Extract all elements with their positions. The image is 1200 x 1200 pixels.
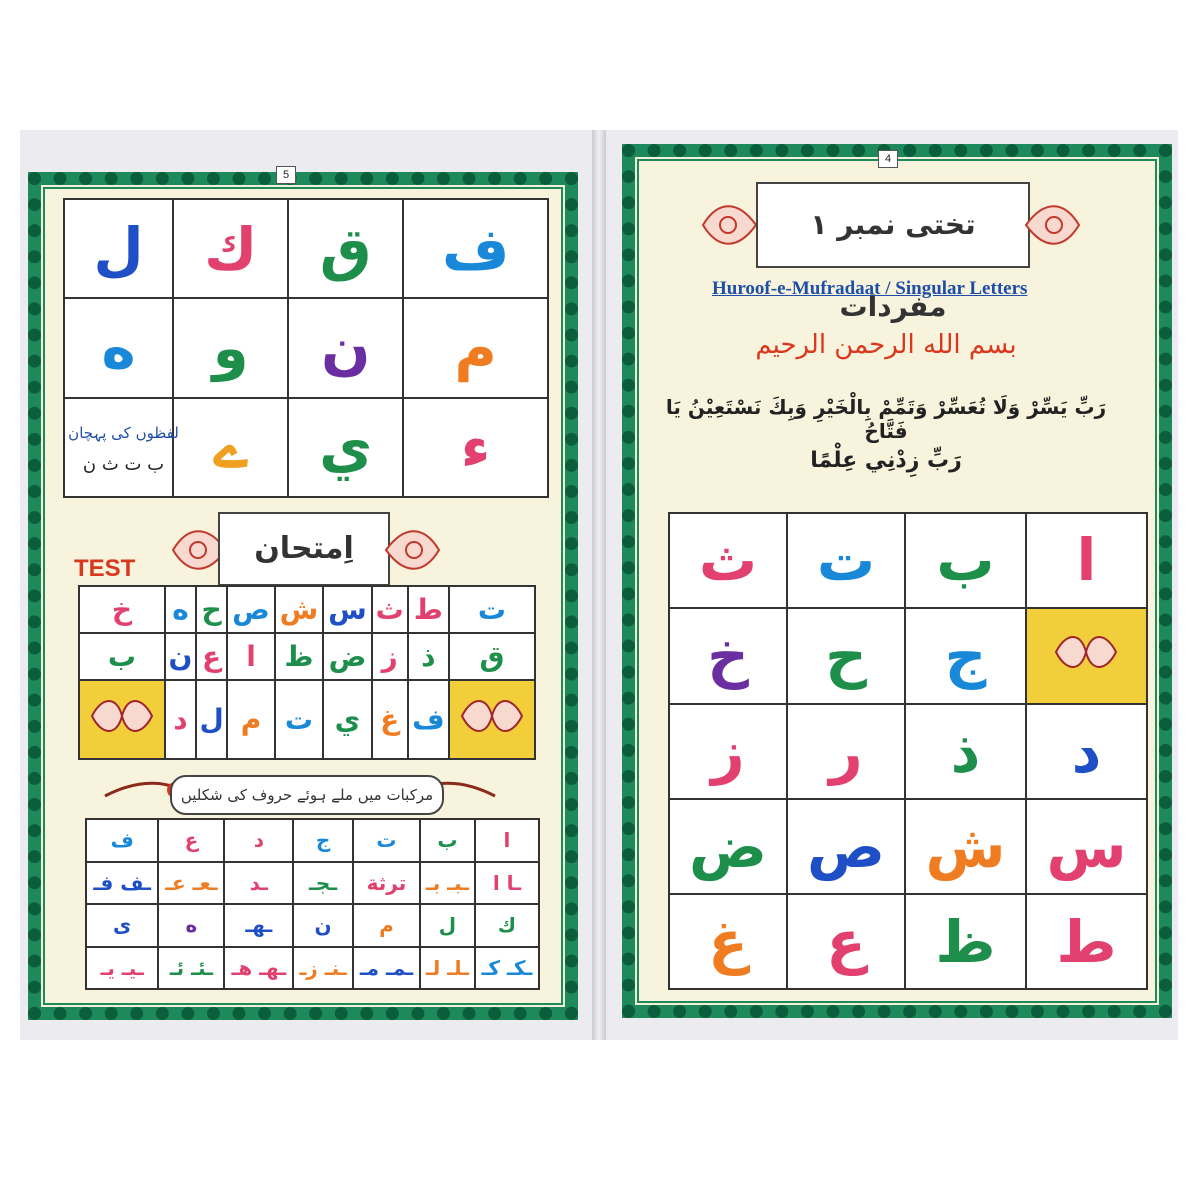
grid-row [669, 894, 1147, 989]
letter-cell: ا [1026, 513, 1147, 608]
word-box-letters: ب ت ث ن [82, 454, 165, 475]
letter-cell: ه [165, 586, 196, 633]
ornament-right-icon [1024, 190, 1084, 260]
letter-cell: ث [372, 586, 408, 633]
decorative-ornament-cell [1026, 608, 1147, 704]
grid-row [79, 680, 535, 759]
dua-line-2: رَبِّ زِدْنِي عِلْمًا [810, 448, 962, 473]
decorative-ornament-cell [79, 680, 165, 759]
letter-cell: د [1026, 704, 1147, 799]
ornament-left-icon [698, 190, 758, 260]
letter-cell: ر [787, 704, 905, 799]
letter-cell: ح [196, 586, 227, 633]
letter-cell: ـد [224, 862, 293, 905]
grid-row [86, 904, 539, 947]
letter-cell: ذ [408, 633, 449, 680]
letter-cell: و [173, 298, 288, 397]
singular-letters-grid [668, 512, 1148, 990]
letter-cell: ز [669, 704, 787, 799]
letter-cell: ء [403, 398, 548, 497]
letter-cell: خ [669, 608, 787, 704]
letter-cell: ك [173, 199, 288, 298]
letter-cell: ق [288, 199, 403, 298]
letter-cell: ض [669, 799, 787, 894]
letter-cell: ف [403, 199, 548, 298]
letter-cell: ے [173, 398, 288, 497]
floral-ornament-icon [1051, 627, 1121, 677]
letter-cell: ب [420, 819, 475, 862]
letter-cell: ت [449, 586, 535, 633]
letter-cell: ـمـ مـ [353, 947, 420, 990]
grid-row [669, 704, 1147, 799]
letter-cell: ـكـ كـ [475, 947, 539, 990]
letter-cell: ظ [905, 894, 1026, 989]
letter-cell: ي [323, 680, 372, 759]
ornament-right-icon [384, 515, 444, 585]
letter-cell: ـهـ [224, 904, 293, 947]
letter-cell: س [1026, 799, 1147, 894]
letter-cell: ث [669, 513, 787, 608]
letter-cell: ج [905, 608, 1026, 704]
letter-cell: ح [787, 608, 905, 704]
bismillah: بسم الله الرحمن الرحيم [755, 330, 1017, 360]
letter-cell: ی [86, 904, 158, 947]
open-book [20, 130, 1178, 1040]
subtitle-en: Huroof-e-Mufradaat / Singular Letters [712, 278, 1028, 299]
letter-cell: ـنـ زـ [293, 947, 353, 990]
letter-cell: ك [475, 904, 539, 947]
letter-cell: ا [475, 819, 539, 862]
letter-cell: ص [787, 799, 905, 894]
letter-cell: ل [196, 680, 227, 759]
page-number: 5 [276, 166, 296, 184]
letter-cell: ت [787, 513, 905, 608]
letter-cell: ل [64, 199, 173, 298]
grid-row [79, 586, 535, 633]
letter-cell: ن [293, 904, 353, 947]
letter-cell: م [353, 904, 420, 947]
page-title-ur: تختی نمبر ۱ مفردات [810, 208, 976, 323]
letter-cell: ب [79, 633, 165, 680]
letter-cell: ت [275, 680, 324, 759]
letter-cell: ع [787, 894, 905, 989]
letter-cell: ف [86, 819, 158, 862]
letter-cell: ـف فـ [86, 862, 158, 905]
letter-cell: ذ [905, 704, 1026, 799]
grid-row [86, 947, 539, 990]
letter-cell: غ [669, 894, 787, 989]
grid-row [669, 513, 1147, 608]
floral-ornament-icon [87, 691, 157, 741]
grid-row [669, 799, 1147, 894]
letter-cell: ـهـ هـ [224, 947, 293, 990]
letter-cell: ع [158, 819, 224, 862]
letter-cell: د [224, 819, 293, 862]
grid-row [64, 199, 548, 298]
letter-cell: ا [227, 633, 274, 680]
joined-forms-grid [85, 818, 540, 990]
letter-cell: ش [905, 799, 1026, 894]
decorative-ornament-cell [449, 680, 535, 759]
letter-cell: د [165, 680, 196, 759]
letter-cell: ـا ا [475, 862, 539, 905]
letter-cell: ش [275, 586, 324, 633]
grid-row [669, 608, 1147, 704]
test-title-ur: اِمتحان [254, 531, 354, 566]
letter-cell: ز [372, 633, 408, 680]
word-recognition-box [65, 404, 182, 494]
letter-cell: س [323, 586, 372, 633]
mix-title-box [170, 775, 444, 815]
letter-cell: ب [905, 513, 1026, 608]
letter-cell: ترثة [353, 862, 420, 905]
letter-cell: ع [196, 633, 227, 680]
letter-cell: ه [64, 298, 173, 397]
test-title-box [218, 512, 390, 586]
letter-cell: ف [408, 680, 449, 759]
letter-cell: ه [158, 904, 224, 947]
grid-row [64, 298, 548, 397]
letter-cell: ل [420, 904, 475, 947]
letter-cell: ـيـ يـ [86, 947, 158, 990]
floral-ornament-icon [457, 691, 527, 741]
test-label: TEST [74, 555, 136, 582]
letter-cell: ـعـ عـ [158, 862, 224, 905]
letter-cell: م [227, 680, 274, 759]
letter-cell: ط [408, 586, 449, 633]
letter-cell: ص [227, 586, 274, 633]
letter-cell: ج [293, 819, 353, 862]
letter-cell: ن [288, 298, 403, 397]
letter-cell: ظ [275, 633, 324, 680]
letter-cell: ت [353, 819, 420, 862]
letter-cell: ـئـ ئـ [158, 947, 224, 990]
left-page [20, 130, 592, 1040]
word-box-title: لفظوں کی پہچان [68, 424, 179, 442]
letter-cell: ن [165, 633, 196, 680]
right-page [606, 130, 1178, 1040]
letter-cell: خ [79, 586, 165, 633]
letter-cell: م [403, 298, 548, 397]
grid-row [79, 633, 535, 680]
page-number: 4 [878, 150, 898, 168]
book-spine [592, 130, 606, 1040]
letter-cell: ط [1026, 894, 1147, 989]
grid-row [86, 819, 539, 862]
test-grid [78, 585, 536, 760]
letter-cell: ي [288, 398, 403, 497]
letter-cell: ـبـ بـ [420, 862, 475, 905]
dua-line-1: رَبِّ يَسِّرْ وَلَا تُعَسِّرْ وَتَمِّمْ بِالْخَيْرِ وَبِكَ نَسْتَعِيْنُ يَا فَتَّاحُ [665, 395, 1107, 443]
mix-title: مرکبات میں ملے ہوئے حروف کی شکلیں [180, 786, 434, 804]
letter-cell: ض [323, 633, 372, 680]
letter-cell: غ [372, 680, 408, 759]
letter-cell: ق [449, 633, 535, 680]
letter-cell: ـلـ لـ [420, 947, 475, 990]
letter-cell: ـجـ [293, 862, 353, 905]
grid-row [86, 862, 539, 905]
